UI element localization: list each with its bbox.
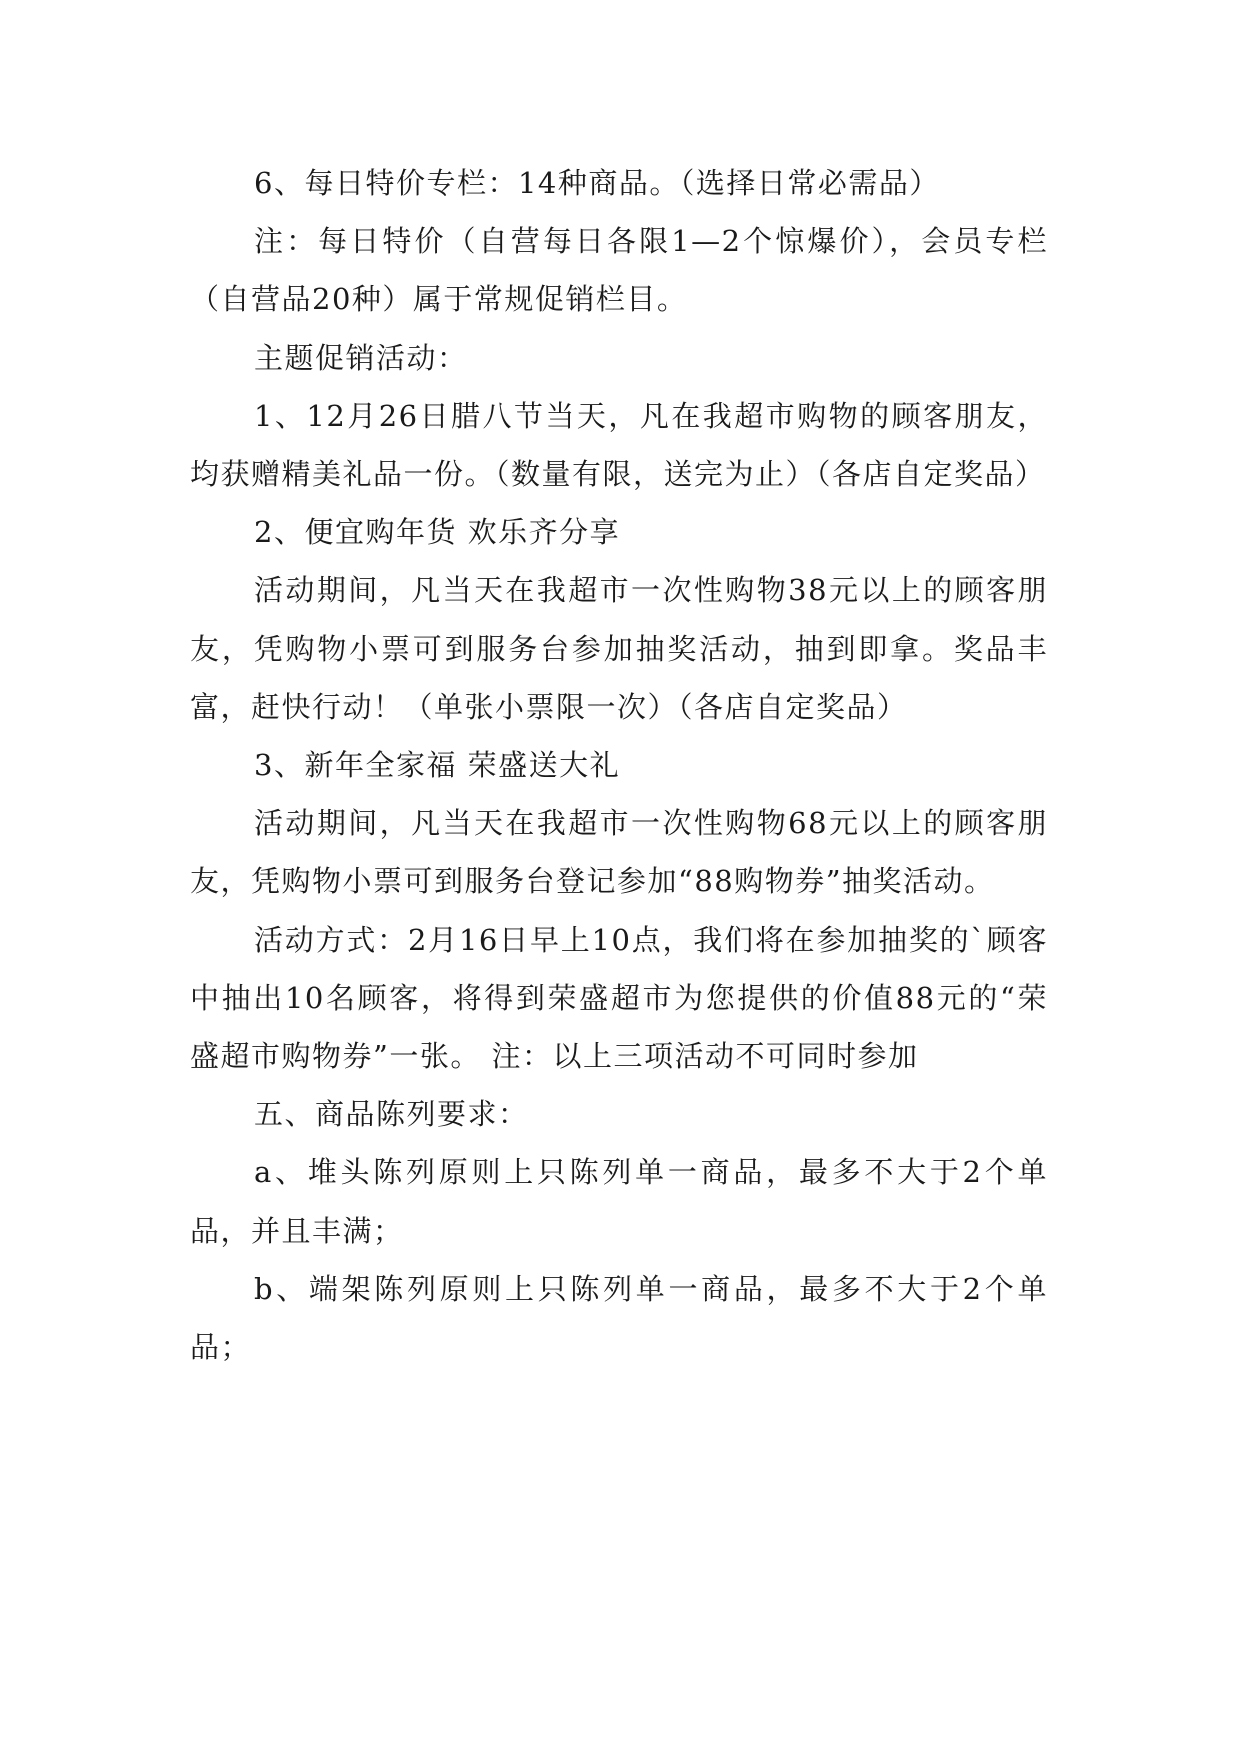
paragraph-activity-3-title: 3、新年全家福 荣盛送大礼 [254,748,621,783]
paragraph-activity-2-title: 2、便宜购年货 欢乐齐分享 [254,515,621,550]
paragraph-theme-heading: 主题促销活动： [254,340,468,375]
paragraph-activity-1: 1、12月26日腊八节当天，凡在我超市购物的顾客朋友，均获赠精美礼品一份。（数量有限，送完为止）（各店自定奖品） [190,398,1048,492]
paragraph-activity-2-body: 活动期间，凡当天在我超市一次性购物38元以上的顾客朋友，凭购物小票可到服务台参加抽奖活动，抽到即拿。奖品丰富，赶快行动！（单张小票限一次）（各店自定奖品） [190,573,1048,724]
paragraph-daily-special: 6、每日特价专栏：14种商品。（选择日常必需品） [254,166,940,200]
paragraph-requirement-b: b、端架陈列原则上只陈列单一商品，最多不大于2个单品； [190,1271,1048,1365]
document-body [190,154,1048,1376]
paragraph-activity-method: 活动方式：2月16日早上10点，我们将在参加抽奖的`顾客中抽出10名顾客，将得到荣盛超市为您提供的价值88元的“荣盛超市购物券”一张。 注：以上三项活动不可同时参加 [190,922,1048,1074]
paragraph-activity-3-body: 活动期间，凡当天在我超市一次性购物68元以上的顾客朋友，凭购物小票可到服务台登记参加“88购物券”抽奖活动。 [190,806,1048,899]
paragraph-note-special: 注：每日特价（自营每日各限1—2个惊爆价），会员专栏（自营品20种）属于常规促销栏目。 [190,224,1048,317]
paragraph-section-five-heading: 五、商品陈列要求： [254,1097,529,1132]
paragraph-requirement-a: a、堆头陈列原则上只陈列单一商品，最多不大于2个单品，并且丰满； [190,1155,1048,1248]
